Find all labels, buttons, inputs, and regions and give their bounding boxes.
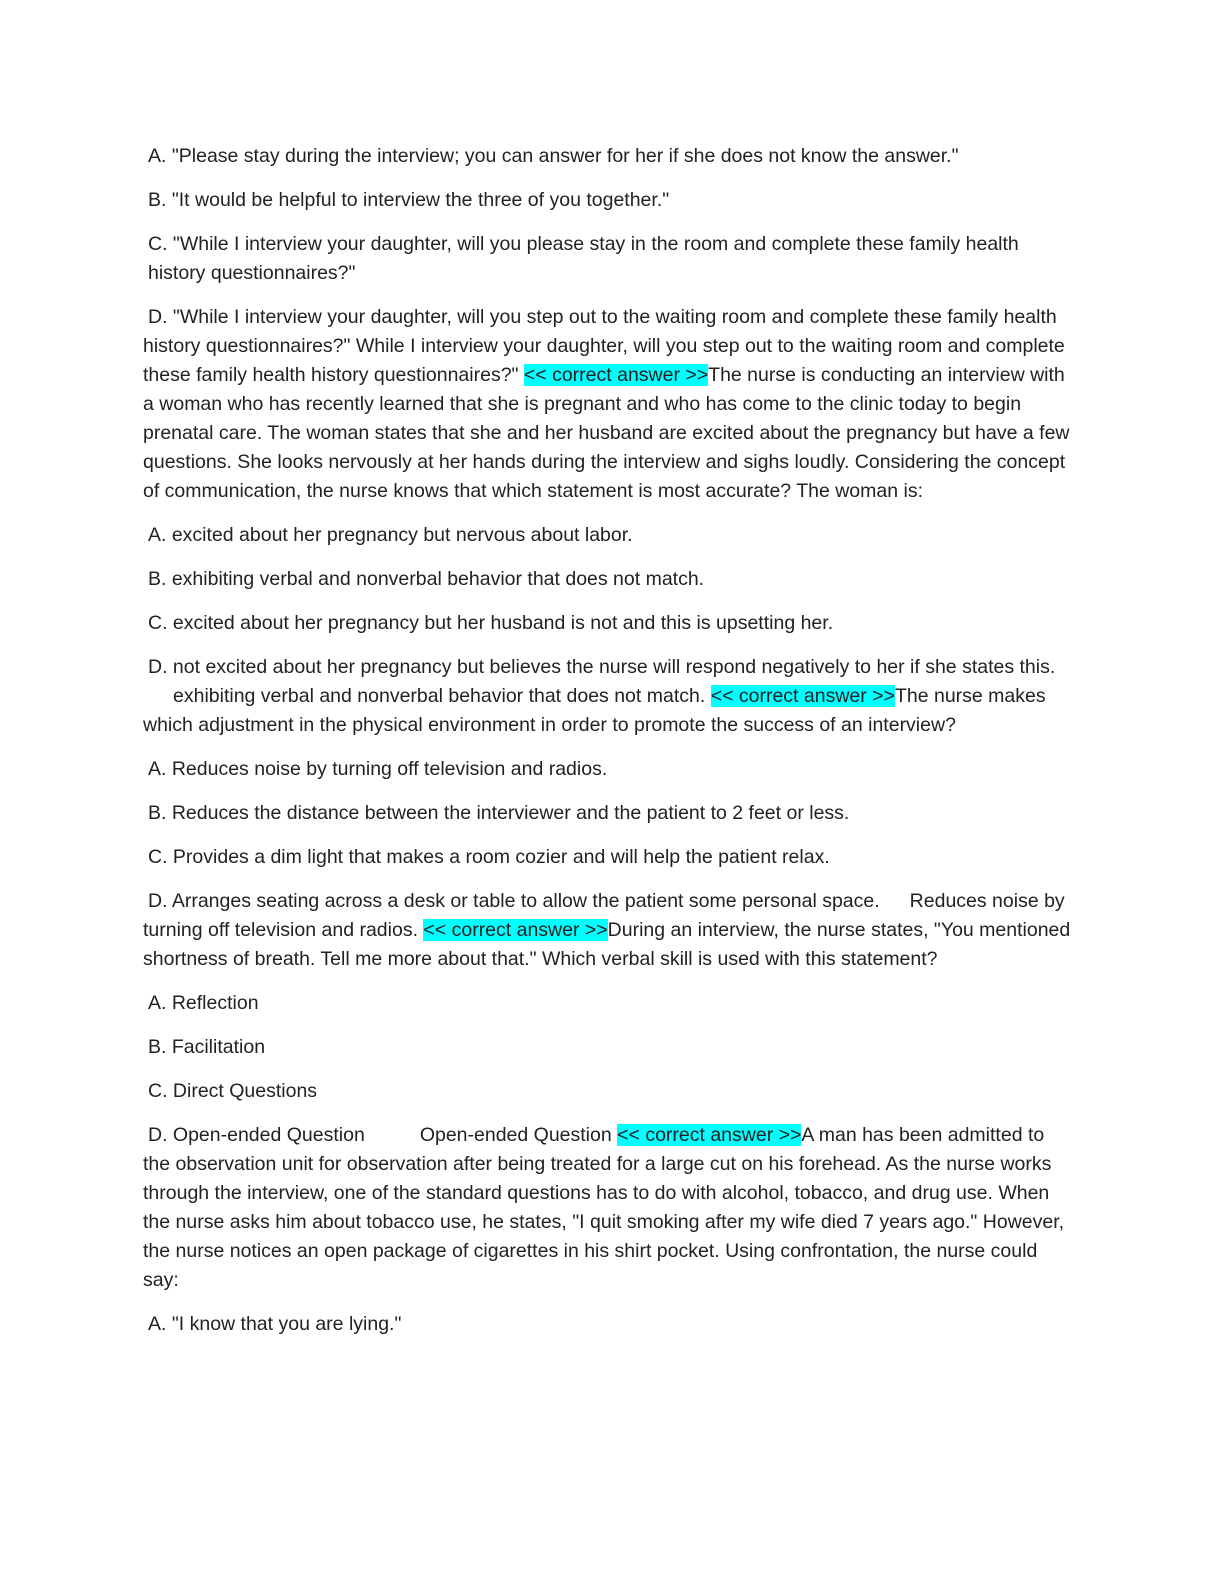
q2-answer: exhibiting verbal and nonverbal behavior that does not match. [173, 685, 706, 707]
q1-option-d-block [143, 303, 1073, 506]
document-page [143, 142, 1073, 1354]
q1-option-a: A. "Please stay during the interview; you can answer for her if she does not know the answer." [148, 145, 959, 167]
q5-option-a: A. "I know that you are lying." [148, 1313, 402, 1335]
correct-answer-marker: << correct answer >> [423, 919, 608, 941]
q1-answer: While I interview your daughter, will you step out to the waiting room and complete these family health history questionnaires?" [143, 335, 1065, 386]
q3-stem: The nurse makes which adjustment in the physical environment in order to promote the success of an interview? [143, 685, 1046, 736]
q3-answer: Reduces noise by turning off television and radios. [143, 890, 1065, 941]
q3-option-c: C. Provides a dim light that makes a room cozier and will help the patient relax. [148, 846, 830, 868]
q4-option-d-block [143, 1121, 1073, 1295]
q4-option-b: B. Facilitation [148, 1036, 266, 1058]
q2-option-a: A. excited about her pregnancy but nervous about labor. [148, 524, 633, 546]
q2-option-b: B. exhibiting verbal and nonverbal behavior that does not match. [148, 568, 705, 590]
q4-stem: During an interview, the nurse states, "You mentioned shortness of breath. Tell me more about that." Which verbal skill is used with this statement? [143, 919, 1071, 970]
q4-option-d: D. Open-ended Question [148, 1124, 365, 1146]
q3-option-b: B. Reduces the distance between the interviewer and the patient to 2 feet or less. [148, 802, 850, 824]
q3-option-a: A. Reduces noise by turning off television and radios. [148, 758, 608, 780]
correct-answer-marker: << correct answer >> [710, 685, 895, 707]
q2-stem: The nurse is conducting an interview with a woman who has recently learned that she is pregnant and who has come to the clinic today to begin prenatal care. The woman states that she and her husband are excited about the pregnancy but have a few questions. She looks nervously at her hands during the interview and sighs loudly. Considering the concept of communication, the nurse knows that which statement is most accurate? The woman is: [143, 364, 1070, 502]
correct-answer-marker: << correct answer >> [617, 1124, 802, 1146]
q2-option-d: D. not excited about her pregnancy but believes the nurse will respond negatively to her if she states this. [148, 656, 1056, 678]
q4-answer: Open-ended Question [419, 1124, 612, 1146]
q1-option-c: C. "While I interview your daughter, will you please stay in the room and complete these family health history questionnaires?" [148, 233, 1019, 284]
q1-option-d: D. "While I interview your daughter, will you step out to the waiting room and complete these family health history questionnaires?" [143, 306, 1057, 357]
q4-option-a: A. Reflection [148, 992, 259, 1014]
q4-option-c: C. Direct Questions [148, 1080, 318, 1102]
q3-option-d-block [143, 887, 1073, 974]
q3-option-d: D. Arranges seating across a desk or table to allow the patient some personal space. [148, 890, 880, 912]
correct-answer-marker: << correct answer >> [523, 364, 709, 386]
q2-option-d-block [143, 653, 1073, 740]
q1-option-b: B. "It would be helpful to interview the three of you together." [148, 189, 670, 211]
q5-stem: A man has been admitted to the observation unit for observation after being treated for a large cut on his forehead. As the nurse works through the interview, one of the standard questions has to do with alcohol, tobacco, and drug use. When the nurse asks him about tobacco use, he states, "I quit smoking after my wife died 7 years ago." However, the nurse notices an open package of cigarettes in his shirt pocket. Using confrontation, the nurse could say: [143, 1124, 1065, 1291]
q2-option-c: C. excited about her pregnancy but her husband is not and this is upsetting her. [148, 612, 834, 634]
